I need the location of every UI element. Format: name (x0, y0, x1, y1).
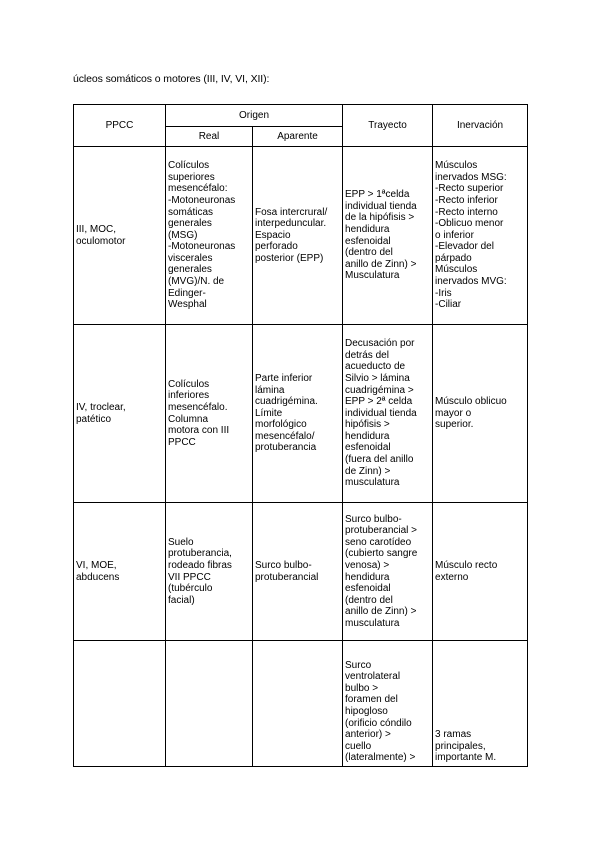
cranial-nerves-table (73, 104, 528, 767)
cell-inervacion: Músculo recto externo (433, 503, 528, 641)
cell-real (166, 641, 253, 767)
cell-trayecto: Surco bulbo- protuberancial > seno carotídeo (cubierto sangre venosa) > hendidura esfenoidal (dentro del anillo de Zinn) > musculatura (343, 503, 433, 641)
header-ppcc: PPCC (74, 105, 166, 147)
cell-inervacion: 3 ramas principales, importante M. (433, 641, 528, 767)
table-row (74, 325, 528, 503)
header-origen: Origen (166, 105, 343, 127)
table-row (74, 147, 528, 325)
table-row (74, 641, 528, 767)
header-aparente: Aparente (253, 127, 343, 147)
header-trayecto: Trayecto (343, 105, 433, 147)
cell-ppcc: III, MOC, oculomotor (74, 147, 166, 325)
cell-aparente: Parte inferior lámina cuadrigémina. Límite morfológico mesencéfalo/ protuberancia (253, 325, 343, 503)
cell-inervacion: Músculos inervados MSG: -Recto superior -Recto inferior -Recto interno -Oblicuo menor o inferior -Elevador del párpado Músculos inervados MVG: -Iris -Ciliar (433, 147, 528, 325)
header-real: Real (166, 127, 253, 147)
cell-aparente: Surco bulbo- protuberancial (253, 503, 343, 641)
cell-inervacion: Músculo oblicuo mayor o superior. (433, 325, 528, 503)
cell-ppcc (74, 641, 166, 767)
cell-aparente (253, 641, 343, 767)
cell-ppcc: IV, troclear, patético (74, 325, 166, 503)
table-row (74, 503, 528, 641)
cell-real: Colículos inferiores mesencéfalo. Columna motora con III PPCC (166, 325, 253, 503)
cell-real: Colículos superiores mesencéfalo: -Motoneuronas somáticas generales (MSG) -Motoneuronas viscerales generales (MVG)/N. de Edinger- Wesphal (166, 147, 253, 325)
cell-real: Suelo protuberancia, rodeado fibras VII PPCC (tubérculo facial) (166, 503, 253, 641)
cell-trayecto: Decusación por detrás del acueducto de Silvio > lámina cuadrigémina > EPP > 2ª celda individual tienda hipófisis > hendidura esfenoidal (fuera del anillo de Zinn) > musculatura (343, 325, 433, 503)
cell-trayecto: EPP > 1ªcelda individual tienda de la hipófisis > hendidura esfenoidal (dentro del anillo de Zinn) > Musculatura (343, 147, 433, 325)
section-heading: úcleos somáticos o motores (III, IV, VI, XII): (73, 73, 270, 85)
cell-trayecto: Surco ventrolateral bulbo > foramen del hipogloso (orificio cóndilo anterior) > cuello (lateralmente) > (343, 641, 433, 767)
header-inervacion: Inervación (433, 105, 528, 147)
cell-ppcc: VI, MOE, abducens (74, 503, 166, 641)
cell-aparente: Fosa intercrural/ interpeduncular. Espacio perforado posterior (EPP) (253, 147, 343, 325)
